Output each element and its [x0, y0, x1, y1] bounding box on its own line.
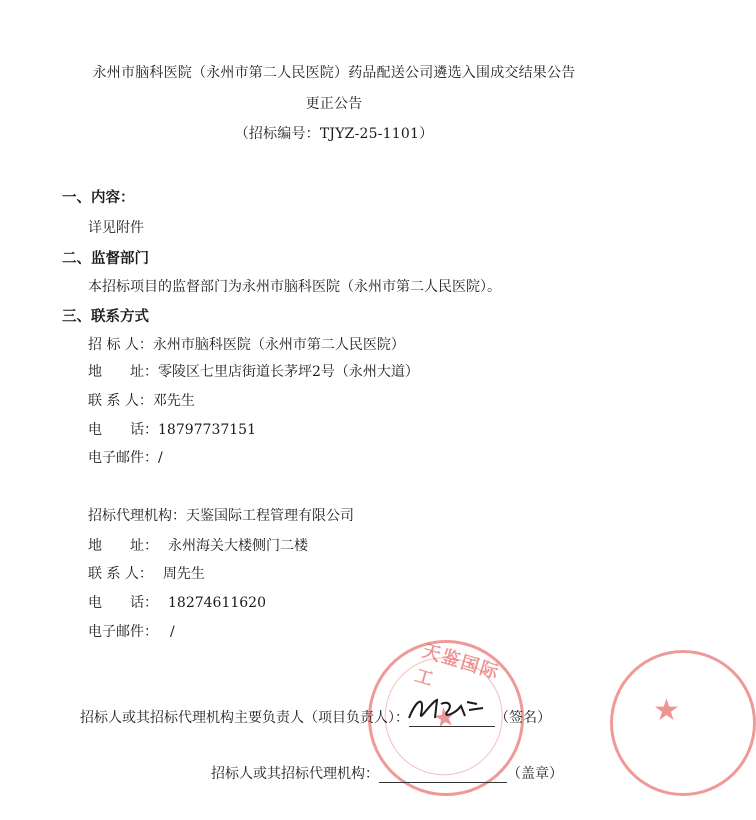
tenderer-address: 零陵区七里店街道长茅坪2号（永州大道）: [158, 364, 419, 380]
agency-name-row: [88, 505, 354, 525]
section-contact-heading: 三、联系方式: [62, 309, 149, 325]
agency-address: 永州海关大楼侧门二楼: [168, 538, 308, 554]
tender-number: （招标编号：TJYZ-25-1101）: [234, 126, 434, 142]
agency-contact: 周先生: [162, 566, 205, 582]
handwritten-signature-icon: [403, 692, 493, 726]
tenderer-address-label: 地 址：: [88, 364, 158, 380]
signature-suffix: （签名）: [495, 710, 551, 726]
notice-subtitle: 更正公告: [305, 96, 363, 112]
tenderer-phone-label: 电 话：: [88, 422, 158, 438]
tenderer-email: /: [158, 450, 163, 466]
seal-row: [211, 763, 563, 783]
agency-phone-label: 电 话：: [88, 595, 158, 611]
tenderer-contact: 邓先生: [152, 393, 195, 409]
signature-row: [80, 707, 551, 727]
signature-line: [409, 710, 495, 727]
agency-name-label: 招标代理机构：: [88, 508, 186, 524]
seal-star-icon: ★: [431, 701, 459, 735]
seal-text: 天鉴国际工: [412, 640, 503, 692]
agency-address-row: [88, 535, 308, 555]
agency-address-label: 地 址：: [88, 538, 158, 554]
agency-phone: 18274611620: [168, 595, 266, 611]
tenderer-address-row: [88, 361, 419, 381]
tenderer-phone-row: [88, 419, 256, 439]
tenderer-name: 永州市脑科医院（永州市第二人民医院）: [152, 337, 405, 353]
agency-contact-row: [88, 563, 205, 583]
seal-suffix: （盖章）: [507, 766, 563, 782]
tenderer-contact-label: 联 系 人：: [88, 393, 153, 409]
seal-star-icon-partial: ★: [653, 693, 680, 728]
section-content-body: 详见附件: [88, 220, 144, 236]
tenderer-contact-row: [88, 390, 195, 410]
signature-label: 招标人或其招标代理机构主要负责人（项目负责人）：: [80, 710, 409, 726]
agency-email: /: [170, 624, 175, 640]
tenderer-name-row: [88, 334, 405, 354]
section-content-heading: 一、内容：: [62, 190, 135, 206]
company-seal-stamp-partial: [610, 650, 756, 796]
tenderer-phone: 18797737151: [158, 422, 256, 438]
agency-email-row: [88, 621, 175, 641]
section-supervision-heading: 二、监督部门: [62, 251, 149, 267]
tenderer-email-row: [88, 447, 163, 467]
section-supervision-body: 本招标项目的监督部门为永州市脑科医院（永州市第二人民医院）。: [88, 279, 501, 295]
agency-email-label: 电子邮件：: [88, 624, 158, 640]
tenderer-name-label: 招 标 人：: [88, 337, 153, 353]
agency-contact-label: 联 系 人：: [88, 566, 153, 582]
notice-title: 永州市脑科医院（永州市第二人民医院）药品配送公司遴选入围成交结果公告: [92, 65, 576, 81]
seal-label: 招标人或其招标代理机构：: [211, 766, 379, 782]
seal-line: [379, 766, 507, 783]
agency-name: 天鉴国际工程管理有限公司: [186, 508, 354, 524]
agency-phone-row: [88, 592, 266, 612]
tenderer-email-label: 电子邮件：: [88, 450, 158, 466]
